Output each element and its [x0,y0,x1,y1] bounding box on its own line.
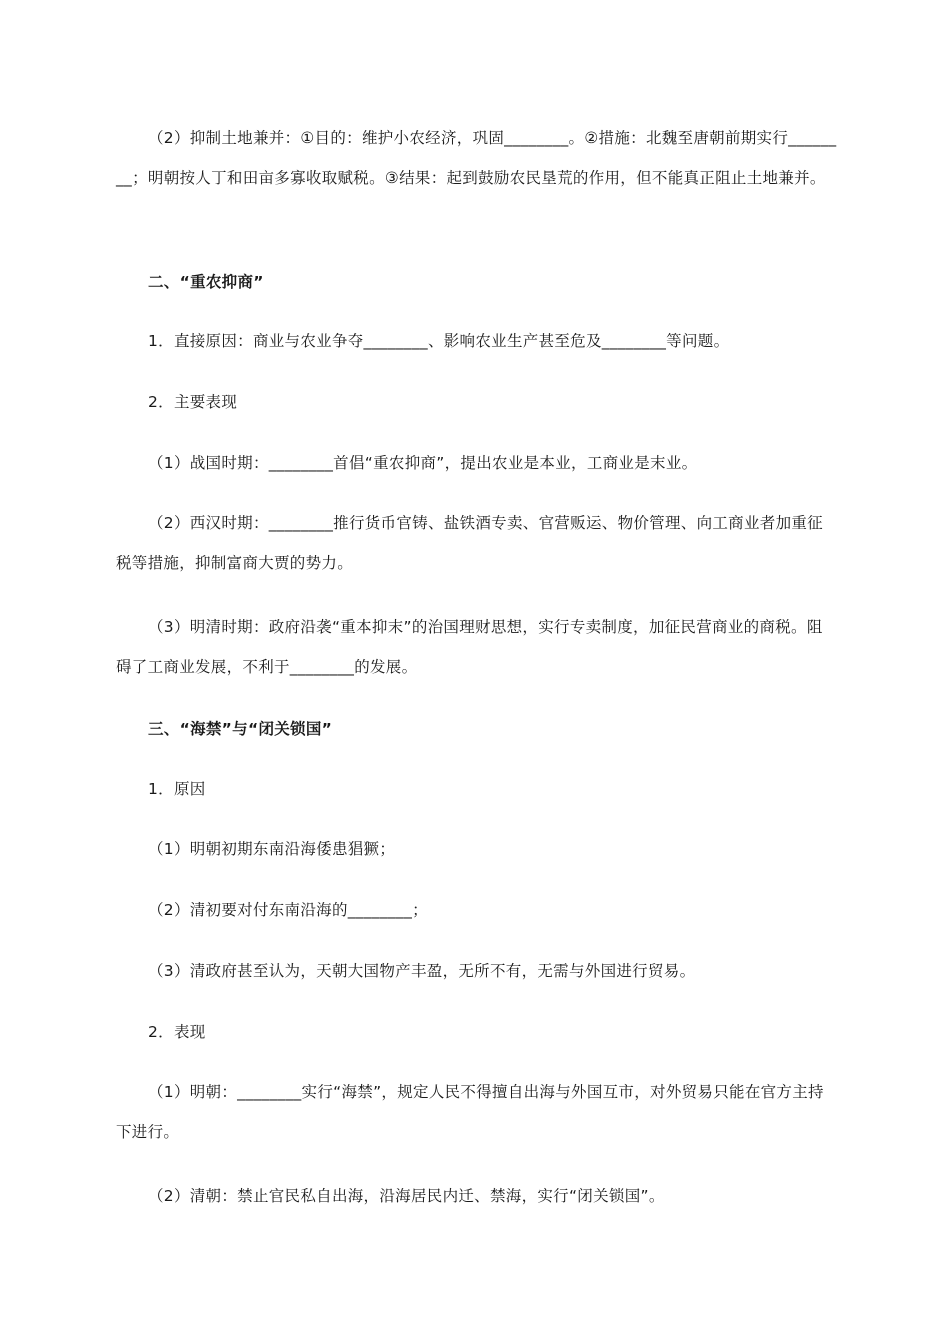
subheading-main-manifestations: 2．主要表现 [148,393,238,411]
paragraph-western-han: （2）西汉时期：________推行货币官铸、盐铁酒专卖、官营贩运、物价管理、向工商业者加重征税等措施，抑制富商大贾的势力。 [116,514,823,572]
section-heading-sea-ban: 三、“海禁”与“闭关锁国” [148,720,333,738]
paragraph-ming-sea-ban: （1）明朝：________实行“海禁”，规定人民不得擅自出海与外国互市，对外贸易只能在官方主持下进行。 [116,1083,824,1141]
subheading-causes: 1．原因 [148,780,206,798]
paragraph-qing-self-sufficiency: （3）清政府甚至认为，天朝大国物产丰盈，无所不有，无需与外国进行贸易。 [148,962,696,980]
paragraph-direct-cause: 1．直接原因：商业与农业争夺________、影响农业生产甚至危及________等问题。 [148,332,730,350]
paragraph-warring-states: （1）战国时期：________首倡“重农抑商”，提出农业是本业，工商业是末业。 [148,454,698,472]
paragraph-ming-pirates: （1）明朝初期东南沿海倭患猖獗； [148,840,396,858]
section-heading-agriculture-over-commerce: 二、“重农抑商” [148,273,264,291]
subheading-manifestations: 2．表现 [148,1023,206,1041]
paragraph-qing-closed-door: （2）清朝：禁止官民私自出海，沿海居民内迁、禁海，实行“闭关锁国”。 [148,1187,665,1205]
paragraph-land-annexation: （2）抑制土地兼并：①目的：维护小农经济，巩固________。②措施：北魏至唐朝前期实行________；明朝按人丁和田亩多寡收取赋税。③结果：起到鼓励农民垦荒的作用，但不能真正阻止土地兼并。 [116,129,837,187]
paragraph-qing-coast: （2）清初要对付东南沿海的________； [148,901,428,919]
paragraph-ming-qing: （3）明清时期：政府沿袭“重本抑末”的治国理财思想，实行专卖制度，加征民营商业的商税。阻碍了工商业发展，不利于________的发展。 [116,618,823,676]
